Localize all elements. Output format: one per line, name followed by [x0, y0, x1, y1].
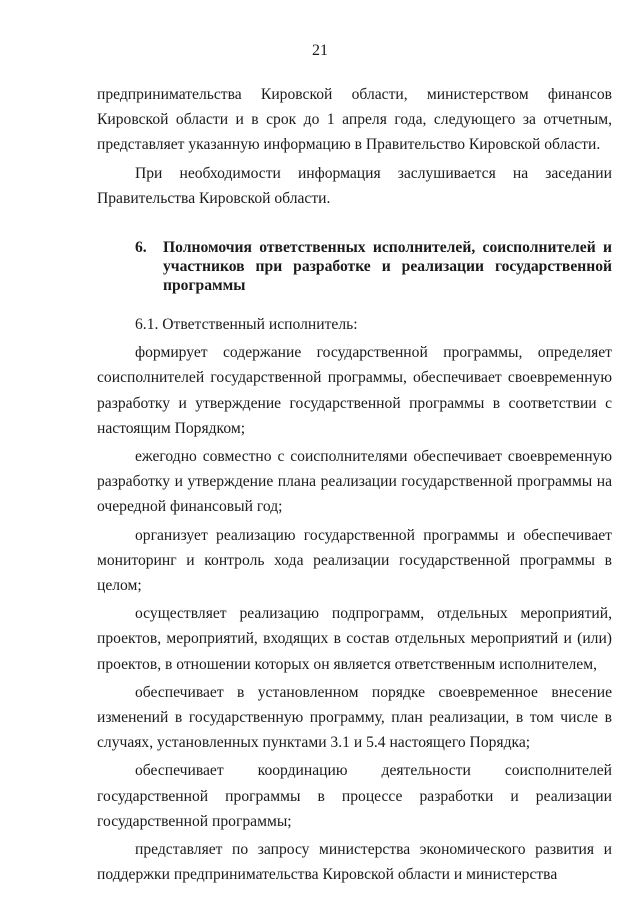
paragraph: ежегодно совместно с соисполнителями обеспечивает своевременную разработку и утверждение плана реализации государственной программы на очередной финансовый год; — [97, 448, 612, 516]
paragraph: обеспечивает координацию деятельности соисполнителей государственной программы в процессе разработки и реализации государственной программы; — [97, 762, 612, 830]
page-number: 21 — [312, 42, 328, 59]
paragraph: организует реализацию государственной программы и обеспечивает мониторинг и контроль хода реализации государственной программы в целом; — [97, 526, 612, 595]
paragraph: обеспечивает в установленном порядке своевременное внесение изменений в государственную программу, план реализации, в том числе в случаях, установленных пунктами 3.1 и 5.4 настоящего Порядка; — [97, 683, 612, 752]
section-title: Полномочия ответственных исполнителей, соисполнителей и участников при разработке и реализации государственной программы — [163, 239, 612, 295]
paragraph: формирует содержание государственной программы, определяет соисполнителей государственной программы, обеспечивает своевременную разработку и утверждение государственной программы в соответствии с настоящим Порядком; — [97, 344, 612, 437]
document-body — [97, 82, 612, 887]
paragraph: предпринимательства Кировской области, министерством финансов Кировской области и в срок до 1 апреля года, следующего за отчетным, представляет указанную информацию в Правительство Кировской области. — [97, 86, 612, 154]
section-heading — [97, 238, 612, 295]
paragraph: При необходимости информация заслушивается на заседании Правительства Кировской области. — [97, 164, 612, 207]
paragraph: 6.1. Ответственный исполнитель: — [135, 316, 358, 334]
section-number: 6. — [135, 239, 147, 257]
paragraph: представляет по запросу министерства экономического развития и поддержки предпринимательства Кировской области и министерства — [97, 841, 612, 884]
paragraph: осуществляет реализацию подпрограмм, отдельных мероприятий, проектов, мероприятий, входящих в состав отдельных мероприятий и (или) проектов, в отношении которых он является ответственным исполнителем, — [97, 605, 612, 673]
